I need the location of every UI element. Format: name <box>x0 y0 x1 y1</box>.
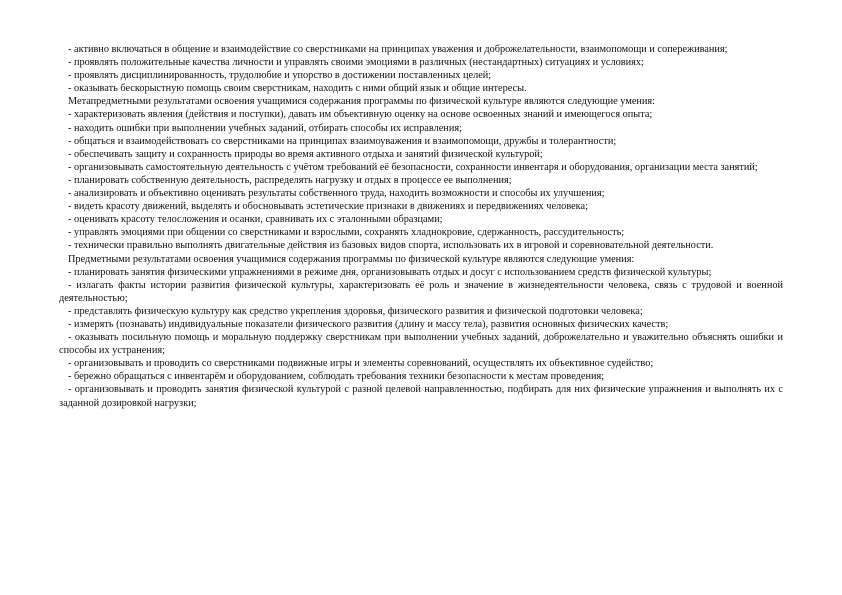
paragraph-8: - общаться и взаимодействовать со сверстниками на принципах взаимоуважения и взаимопомощи, дружбы и толерантности; <box>68 135 617 147</box>
section-intro-subject: Предметными результатами освоения учащимися содержания программы по физической культуре являются следующие умения: <box>68 253 635 265</box>
paragraph-13: - видеть красоту движений, выделять и обосновывать эстетические признаки в движениях и передвижениях человека; <box>68 201 588 213</box>
paragraph-25: - организовывать и проводить занятия физической культурой с разной целевой направленностью, подбирать для них физические упражнения и выполнять их с заданной дозировкой нагрузки; <box>59 384 783 409</box>
paragraph-12: - анализировать и объективно оценивать результаты собственного труда, находить возможности и способы их улучшения; <box>68 188 605 200</box>
paragraph-14: - оценивать красоту телосложения и осанки, сравнивать их с эталонными образцами; <box>68 214 443 226</box>
paragraph-19: - излагать факты истории развития физической культуры, характеризовать её роль и значение в жизнедеятельности человека, связь с трудовой и военной деятельностью; <box>59 279 783 304</box>
paragraph-22: - оказывать посильную помощь и моральную поддержку сверстникам при выполнении учебных заданий, доброжелательно и уважительно объяснять ошибки и способы их устранения; <box>59 332 783 357</box>
paragraph-18: - планировать занятия физическими упражнениями в режиме дня, организовывать отдых и досуг с использованием средств физической культуры; <box>68 266 712 278</box>
section-intro-metasubject: Метапредметными результатами освоения учащимися содержания программы по физической культуре являются следующие умения: <box>68 96 656 108</box>
paragraph-24: - бережно обращаться с инвентарём и оборудованием, соблюдать требования техники безопасности к местам проведения; <box>68 371 605 383</box>
paragraph-20: - представлять физическую культуру как средство укрепления здоровья, физического развития и физической подготовки человека; <box>68 305 643 317</box>
paragraph-11: - планировать собственную деятельность, распределять нагрузку и отдых в процессе ее выполнения; <box>68 174 512 186</box>
document-page <box>59 43 783 410</box>
paragraph-2: - проявлять положительные качества личности и управлять своими эмоциями в различных (нестандартных) ситуациях и условиях; <box>68 57 644 69</box>
paragraph-9: - обеспечивать защиту и сохранность природы во время активного отдыха и занятий физической культурой; <box>68 148 543 160</box>
paragraph-15: - управлять эмоциями при общении со сверстниками и взрослыми, сохранять хладнокровие, сдержанность, рассудительность; <box>68 227 625 239</box>
paragraph-7: - находить ошибки при выполнении учебных заданий, отбирать способы их исправления; <box>68 122 462 134</box>
paragraph-16: - технически правильно выполнять двигательные действия из базовых видов спорта, использовать их в игровой и соревновательной деятельности. <box>68 240 714 252</box>
paragraph-21: - измерять (познавать) индивидуальные показатели физического развития (длину и массу тела), развития основных физических качеств; <box>68 318 669 330</box>
paragraph-4: - оказывать бескорыстную помощь своим сверстникам, находить с ними общий язык и общие интересы. <box>68 83 527 95</box>
paragraph-6: - характеризовать явления (действия и поступки), давать им объективную оценку на основе освоенных знаний и имеющегося опыта; <box>68 109 653 121</box>
paragraph-1: - активно включаться в общение и взаимодействие со сверстниками на принципах уважения и доброжелательности, взаимопомощи и сопереживания; <box>68 44 728 55</box>
paragraph-10: - организовывать самостоятельную деятельность с учётом требований её безопасности, сохранности инвентаря и оборудования, организации места занятий; <box>68 161 758 173</box>
paragraph-23: - организовывать и проводить со сверстниками подвижные игры и элементы соревнований, осуществлять их объективное судейство; <box>68 358 654 370</box>
paragraph-3: - проявлять дисциплинированность, трудолюбие и упорство в достижении поставленных целей; <box>68 70 492 82</box>
